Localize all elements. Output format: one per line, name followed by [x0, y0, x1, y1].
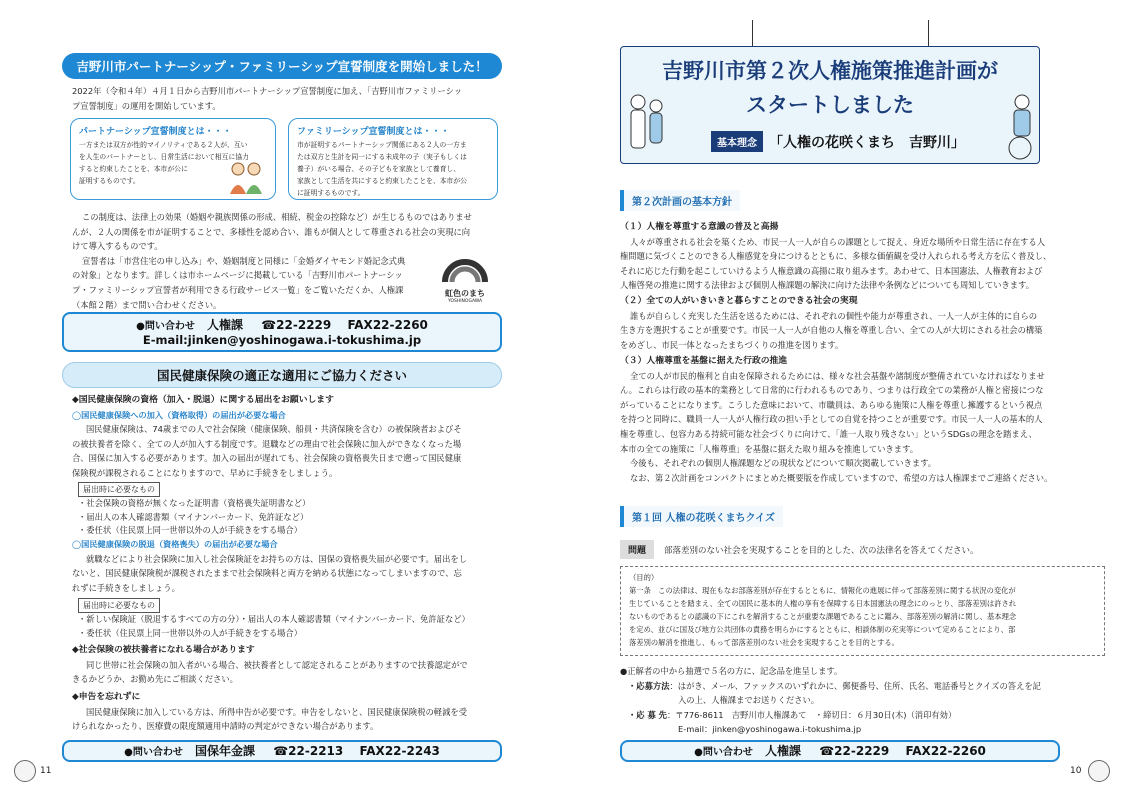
familyship-definition-box — [288, 118, 498, 200]
tax-return-section — [72, 690, 527, 734]
right-page — [562, 0, 1123, 794]
policy-heading: （２）全ての人がいきいきと暮らすことのできる社会の実現 — [620, 296, 858, 306]
withdrawal-section — [72, 537, 527, 595]
question-badge: 問題 — [620, 540, 654, 559]
policy-closing — [620, 456, 1105, 485]
body-line: 保険税が課税されることになりますので、早めに手続きをしましょう。 — [72, 467, 338, 478]
heading: ◆国民健康保険の資格（加入・脱退）に関する届出をお願いします — [72, 395, 334, 405]
subheading: ◯国民健康保険への加入（資格取得）の届出が必要な場合 — [72, 409, 286, 420]
page-number: 11 — [40, 766, 52, 776]
body-line: を持つと同時に、職員一人一人が人権行政の担い手としての自覚を持つことが重要です。市民一人一人の基本的人 — [620, 414, 1043, 425]
basic-principle — [711, 131, 965, 152]
quiz-application-info — [620, 664, 1105, 737]
contact-dept: 人権課 — [207, 318, 244, 332]
people-illustration — [626, 92, 666, 152]
box-body — [297, 139, 489, 199]
page-number: 10 — [1070, 766, 1082, 776]
intro-line: プ宣誓制度」の運用を開始しています。 — [72, 100, 221, 111]
box-line: 市が証明するパートナーシップ関係にある２人の一方ま — [297, 141, 467, 149]
dependents-section — [72, 643, 527, 687]
body-line: 生き方を選択することが重要です。市民一人一人が自他の人権を尊重し合い、全ての人が大切にされる社会の構築 — [620, 325, 1043, 336]
people-illustration — [226, 160, 268, 196]
contact-dept: 国保年金課 — [195, 744, 256, 758]
policy-header: 第２次計画の基本方針 — [620, 190, 740, 211]
apply-method-cont: 入の上、人権課までお送りください。 — [678, 695, 820, 706]
list-item: ・委任状（住民票上同一世帯以外の人が手続きをする場合） — [78, 525, 303, 535]
body-line: 権問題に気づくことのできる人権感覚を身につけるとともに、多様な価値観を受け入れられる考え方を広く普及し、 — [620, 251, 1052, 262]
contact-phone: ☎22-2213 — [273, 744, 344, 758]
law-line: 第一条 この法律は、現在もなお部落差別が存在するとともに、情報化の進展に伴って部落差別に関する状況の変化が — [629, 586, 1016, 595]
jinken-contact-box-right — [620, 740, 1060, 762]
policy-section-1 — [620, 220, 1105, 293]
apply-destination: ：〒776-8611 吉野川市人権課あて ・締切日：６月30日(木)（消印有効） — [666, 709, 957, 720]
body-line: 国民健康保険は、74歳までの人で社会保険（健康保険、船員・共済保険を含む）の被保険者およびそ — [86, 424, 462, 435]
list-item: ・社会保険の資格が無くなった証明書（資格喪失証明書など） — [78, 498, 311, 508]
required-items-list — [78, 613, 528, 640]
law-line: 生じていることを踏まえ、全ての国民に基本的人権の享有を保障する日本国憲法の理念にのっとり、部落差別は許され — [629, 599, 1017, 608]
box-line: 証明するものです。 — [79, 177, 140, 185]
contact-dept: 人権課 — [765, 744, 802, 758]
body-line: 人権啓発の推進に関する法律および個別人権課題の解決に向けた法律や条例などについても周知していきます。 — [620, 280, 1035, 291]
body-line: それに応じた行動を起こしていけるよう人権意識の高揚に取り組みます。あわせて、日本国憲法、人権教育および — [620, 265, 1043, 276]
jinken-contact-box — [62, 312, 502, 352]
kokuho-contact-box — [62, 740, 502, 762]
apply-method-label: ・応募方法 — [628, 680, 670, 691]
apply-destination-label: ・応 募 先 — [628, 709, 667, 720]
plan-banner — [620, 46, 1040, 164]
body-line: の対象」となります。詳しくは市ホームページに掲載している「吉野川市パートナーシッ — [72, 270, 403, 281]
body-line: がっていることになります。こうした意味において、市職員は、あらゆる施策に人権を尊重し擁護するという視点 — [620, 399, 1043, 410]
body-line: （本館２階）まで問い合わせください。 — [72, 299, 222, 310]
box-line: すると約束したことを、本市が公に — [79, 165, 188, 173]
body-line: 宣誓者は「市営住宅の申し込み」や、婚姻制度と同様に「金婚ダイヤモンド婚記念式典 — [82, 255, 406, 266]
box-line: たは双方と生計を同一にする未成年の子（実子もしくは — [297, 153, 467, 161]
body-line: の被扶養者を除く、全ての人が加入する制度です。退職などの理由で社会保険に加入ができなくなった場 — [72, 438, 462, 449]
quiz-question — [620, 540, 979, 559]
body-line: 国民健康保険に加入している方は、所得申告が必要です。申告をしないと、国民健康保険税の軽減を受 — [86, 706, 467, 717]
heading: ◆社会保険の被扶養者になれる場合があります — [72, 645, 255, 655]
body-line: ないと、国民健康保険税が課税されたままで社会保険料と両方を納める状態になってしまいますので、忘 — [72, 568, 462, 579]
mascot-icon — [14, 760, 36, 782]
box-title: パートナーシップ宣誓制度とは・・・ — [79, 127, 232, 137]
list-item: ・新しい保険証（脱退するすべての方の分）・届出人の本人確認書類（マイナンバーカード、免許証など） — [78, 614, 470, 624]
rainbow-town-logo — [433, 254, 497, 308]
body-line: プ・ファミリーシップ宣誓者が利用できる行政サービス一覧」をご覧いただくか、人権課 — [72, 284, 404, 295]
contact-label: ●問い合わせ — [124, 747, 183, 758]
law-excerpt-box — [620, 566, 1105, 656]
logo-text: 虹色のまち — [445, 289, 485, 298]
partnership-title-bar: 吉野川市パートナーシップ・ファミリーシップ宣誓制度を開始しました！ — [62, 53, 502, 79]
body-line: 誰もが自らしく充実した生活を送るためには、それぞれの個性や能力が尊重され、一人一人が主体的に自らの — [630, 310, 1038, 321]
contact-phone: ☎22-2229 — [819, 744, 890, 758]
contact-fax: FAX22-2260 — [905, 744, 986, 758]
box-line: を人生のパートナーとし、日常生活において相互に協力 — [79, 153, 249, 161]
required-items-label: 届出時に必要なもの — [78, 482, 160, 497]
body-line: ん。これらは行政の基本的業務として日常的に行われるものであり、つまりは行政全ての業務が人権と密接につな — [620, 385, 1044, 396]
quiz-header: 第１回 人権の花咲くまちクイズ — [620, 506, 783, 527]
body-line: れずに手続きをしましょう。 — [72, 582, 180, 593]
contact-fax: FAX22-2243 — [359, 744, 440, 758]
body-line: けられなかったり、医療費の限度額適用申請時の判定ができない場合があります。 — [72, 721, 379, 732]
subheading: ◯国民健康保険の脱退（資格喪失）の届出が必要な場合 — [72, 539, 278, 549]
body-line: 今後も、それぞれの個別人権課題などの現状などについて順次掲載していきます。 — [630, 458, 937, 468]
required-items-list — [78, 497, 528, 538]
body-line: 就職などにより社会保険に加入し社会保険証をお持ちの方は、国保の資格喪失届が必要です。届出をし — [86, 553, 467, 564]
policy-heading: （１）人権を尊重する意識の普及と高揚 — [620, 222, 779, 232]
box-line: 一方または双方が性的マイノリティである２人が、互い — [79, 141, 248, 149]
apply-method: ：はがき、メール、ファックスのいずれかに、郵便番号、住所、氏名、電話番号とクイズの答えを記 — [669, 680, 1041, 691]
policy-heading: （３）人権尊重を基盤に据えた行政の推進 — [620, 356, 788, 366]
box-line: 家族として生活を共にすると約束したことを、本市が公 — [297, 177, 467, 185]
body-line: きるかどうか、お勤め先にご相談ください。 — [72, 674, 238, 685]
law-line: ないものであるとの認識の下にこれを解消することが重要な課題であることに鑑み、部落差別の解消に関し、基本理念 — [629, 612, 1017, 621]
principle-motto: 「人権の花咲くまち 吉野川」 — [769, 134, 965, 151]
apply-email[interactable]: E-mail：jinken@yoshinogawa.i-tokushima.jp — [678, 724, 862, 735]
box-line: に証明するものです。 — [297, 189, 365, 197]
body-line: 権を尊重し、包容力ある持続可能な社会づくりに向けて、「誰一人取り残さない」というSDGsの理念を踏まえ、 — [620, 428, 1037, 439]
body-line: 本市の全ての施策に「人権尊重」を基盤に据えた取り組みを推進していきます。 — [620, 443, 919, 454]
prize-text: ●正解者の中から抽選で５名の方に、記念品を進呈します。 — [620, 666, 843, 676]
list-item: ・届出人の本人確認書類（マイナンバーカード、免許証など） — [78, 511, 309, 522]
law-line: を定め、並びに国及び地方公共団体の責務を明らかにするとともに、相談体制の充実等について定めることにより、部 — [629, 625, 1016, 634]
banner-title: スタートしました — [746, 93, 914, 117]
health-insurance-body — [72, 393, 527, 481]
body-line: 同じ世帯に社会保険の加入者がいる場合、被扶養者として認定されることがありますので扶養認定がで — [86, 659, 468, 670]
policy-section-3 — [620, 354, 1105, 456]
body-line: 合、国保に加入する必要があります。加入の届出が遅れても、社会保険の資格喪失日まで遡って国民健康 — [72, 453, 462, 464]
intro-line: 2022年（令和４年）４月１日から吉野川市パートナーシップ宣誓制度に加え、「吉野川市ファミリーシッ — [72, 86, 462, 96]
body-line: けて導入するものです。 — [72, 241, 163, 252]
list-item: ・委任状（住民票上同一世帯以外の人が手続きをする場合） — [78, 627, 303, 638]
law-line: 落差別の解消を推進し、もって部落差別のない社会を実現することを目的とする。 — [629, 638, 899, 647]
wheelchair-illustration — [1002, 92, 1042, 162]
contact-label: ●問い合わせ — [694, 747, 753, 758]
policy-section-2 — [620, 294, 1105, 352]
required-items-label: 届出時に必要なもの — [78, 598, 160, 613]
body-line: 全ての人が市民的権利と自由を保障されるためには、様々な社会基盤や諸制度が整備されていなければなりませ — [630, 370, 1045, 381]
body-line: 人々が尊重される社会を築くため、市民一人一人が自らの課題として捉え、身近な場所や日常生活に存在する人 — [630, 236, 1046, 247]
partnership-intro — [72, 84, 522, 113]
law-line: （目的） — [629, 573, 659, 582]
health-insurance-title-bar: 国民健康保険の適正な適用にご協力ください — [62, 362, 502, 388]
body-line: んが、２人の関係を市が証明することで、多様性を認め合い、誰もが個人として尊重される社会の実現に向 — [72, 226, 471, 237]
banner-title: 吉野川市第２次人権施策推進計画が — [662, 59, 998, 83]
question-text: 部落差別のない社会を実現することを目的とした、次の法律名を答えてください。 — [664, 545, 979, 556]
contact-phone: ☎22-2229 — [261, 318, 332, 332]
principle-badge: 基本理念 — [711, 131, 763, 152]
box-title: ファミリーシップ宣誓制度とは・・・ — [297, 127, 450, 137]
contact-email[interactable]: E-mail:jinken@yoshinogawa.i-tokushima.jp — [142, 333, 422, 347]
body-line: この制度は、法律上の効果（婚姻や親族関係の形成、相続、税金の控除など）が生じるものではありませ — [82, 212, 472, 222]
mascot-icon — [1088, 760, 1110, 782]
logo-subtext: YOSHINOGAWA — [447, 299, 483, 304]
body-line: なお、第２次計画をコンパクトにまとめた概要版を作成していますので、希望の方は人権課までご連絡ください。 — [630, 472, 1053, 483]
heading: ◆申告を忘れずに — [72, 692, 141, 702]
contact-label: ●問い合わせ — [136, 321, 195, 332]
contact-fax: FAX22-2260 — [347, 318, 428, 332]
box-line: 養子）がいる場合、その子どもを家族として養育し、 — [297, 165, 461, 173]
body-line: をめざし、市民一体となったまちづくりの推進を図ります。 — [620, 339, 844, 350]
